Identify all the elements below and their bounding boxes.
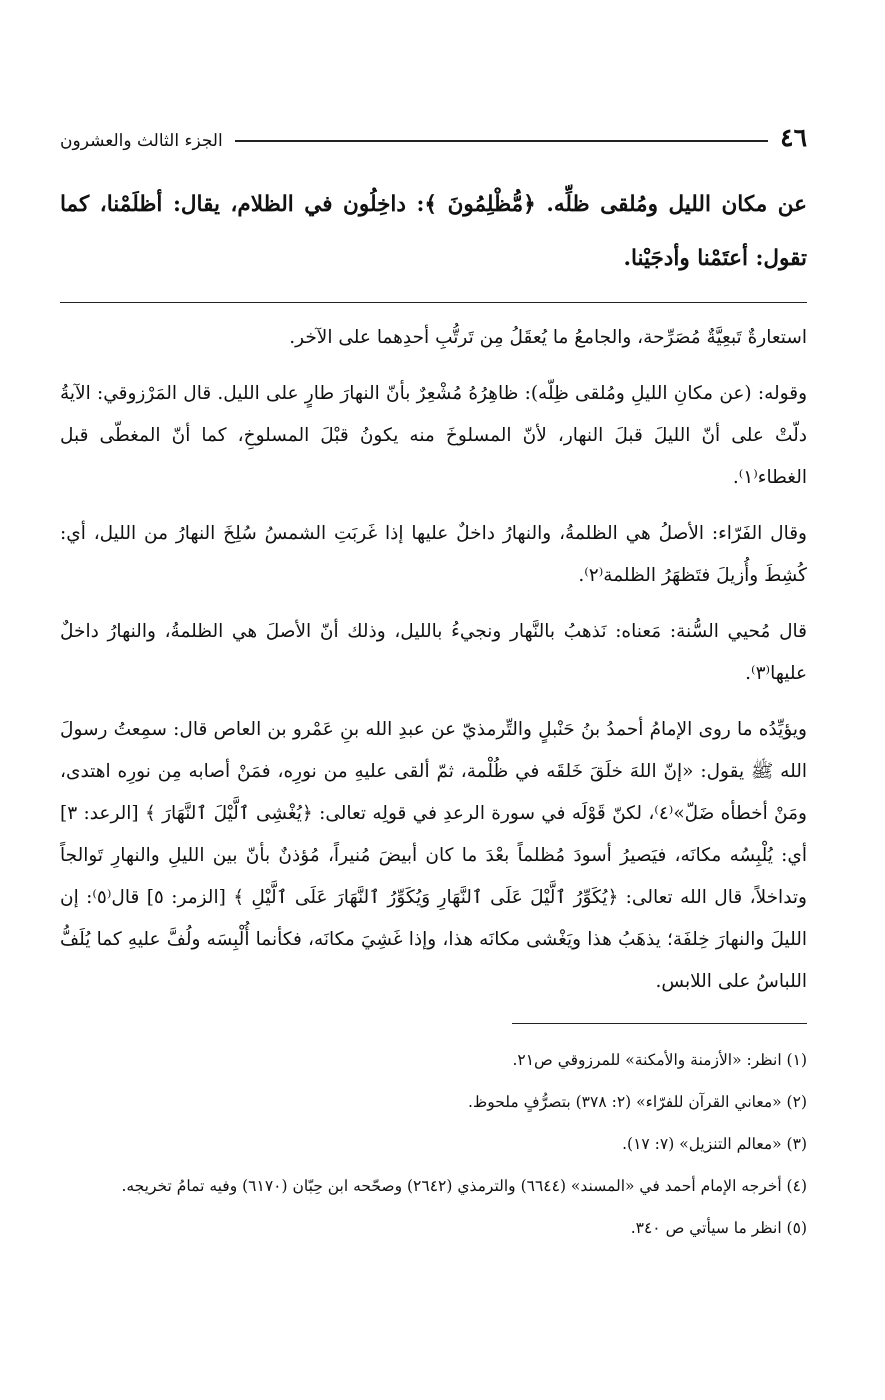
text-separator-rule — [60, 302, 807, 303]
commentary-paragraph: وقوله: (عن مكانِ الليلِ ومُلقى ظِلّه): ظاهِرُهُ مُشْعِرٌ بأنّ النهارَ طارٍ على الليل. قال المَرْزوقي: الآيةُ دلّتْ على أنّ الليلَ قبلَ النهار، لأنّ المسلوخَ منه يكونُ قبْلَ المسلوخِ، كما أنّ المغطّى قبل الغطاء⁽١⁾. — [60, 383, 807, 488]
footnote: (١) انظر: «الأزمنة والأمكنة» للمرزوقي ص٢١. — [512, 1051, 807, 1069]
footnote: (٤) أخرجه الإمام أحمد في «المسند» (٦٦٤٤) والترمذي (٢٦٤٢) وصحّحه ابن حِبّان (٦١٧٠) وفيه تمامُ تخريجه. — [121, 1177, 807, 1195]
running-header — [60, 110, 807, 150]
source-text: عن مكان الليل ومُلقى ظلِّه. ﴿مُّظْلِمُونَ ﴾: داخِلُون في الظلام، يقال: أظلَمْنا، كما تقول: أعتَمْنا وأدجَيْنا. — [60, 192, 807, 271]
commentary-paragraph: قال مُحيي السُّنة: مَعناه: نَذهبُ بالنَّهار ونجيءُ بالليل، وذلك أنّ الأصلَ هي الظلمةُ، والنهارُ داخلٌ عليها⁽٣⁾. — [60, 621, 807, 684]
commentary-paragraph: استعارةٌ تَبعِيَّةٌ مُصَرِّحة، والجامعُ ما يُعقَلُ مِن تَرتُّبِ أحدِهما على الآخر. — [289, 327, 807, 348]
part-title: الجزء الثالث والعشرون — [60, 131, 223, 151]
header-rule — [235, 140, 768, 142]
commentary-paragraph: ويؤيِّدُه ما روى الإمامُ أحمدُ بنُ حَنْبلٍ والتِّرمذيّ عن عبدِ الله بنِ عَمْرو بن العاص قال: سمِعتُ رسولَ الله ﷺ يقول: «إنّ اللهَ خلَقَ خَلقَه في ظُلْمة، ثمّ ألقى عليهِ من نورِه، فمَنْ أصابه مِن نورِه اهتدى، ومَنْ أخطأه ضَلّ»⁽٤⁾، لكنّ قَوْلَه في سورة الرعدِ في قولِه تعالى: ﴿يُغْشِى ٱلَّيْلَ ٱلنَّهَارَ ﴾ [الرعد: ٣] أي: يُلْبِسُه مكانَه، فيَصيرُ أسودَ مُظلماً بعْدَ ما كان أبيضَ مُنيراً، مُؤذنٌ بأنّ بين الليلِ والنهارِ تَوالجاً وتداخلاً، قال الله تعالى: ﴿يُكَوِّرُ ٱلَّيْلَ عَلَى ٱلنَّهَارِ وَيُكَوِّرُ ٱلنَّهَارَ عَلَى ٱلَّيْلِ ﴾ [الزمر: ٥] قال⁽٥⁾: إن الليلَ والنهارَ خِلفَة؛ يذهَبُ هذا ويَغْشى مكانَه هذا، وإذا غَشِيَ مكانَه، فكأنما أُلْبِسَه ولُفَّ عليهِ كما يُلَفُّ اللباسُ على اللابس. — [60, 719, 807, 992]
commentary — [60, 317, 807, 1003]
footnotes — [60, 1042, 807, 1246]
footnote-separator-rule — [512, 1023, 807, 1024]
book-page — [60, 110, 807, 1252]
footnote: (٥) انظر ما سيأتي ص ٣٤٠. — [630, 1219, 807, 1237]
footnote: (٢) «معاني القرآن للفرّاء» (٢: ٣٧٨) بتصرُّفٍ ملحوظ. — [468, 1093, 807, 1111]
footnote: (٣) «معالم التنزيل» (٧: ١٧). — [622, 1135, 807, 1153]
page-number: ٤٦ — [780, 123, 807, 152]
commentary-paragraph: وقال الفَرّاء: الأصلُ هي الظلمةُ، والنهارُ داخلٌ عليها إذا غَربَتِ الشمسُ سُلِخَ النهارُ من الليل، أي: كُشِطَ وأُزيلَ فتَظهَرُ الظلمة⁽٢⁾. — [60, 523, 807, 586]
